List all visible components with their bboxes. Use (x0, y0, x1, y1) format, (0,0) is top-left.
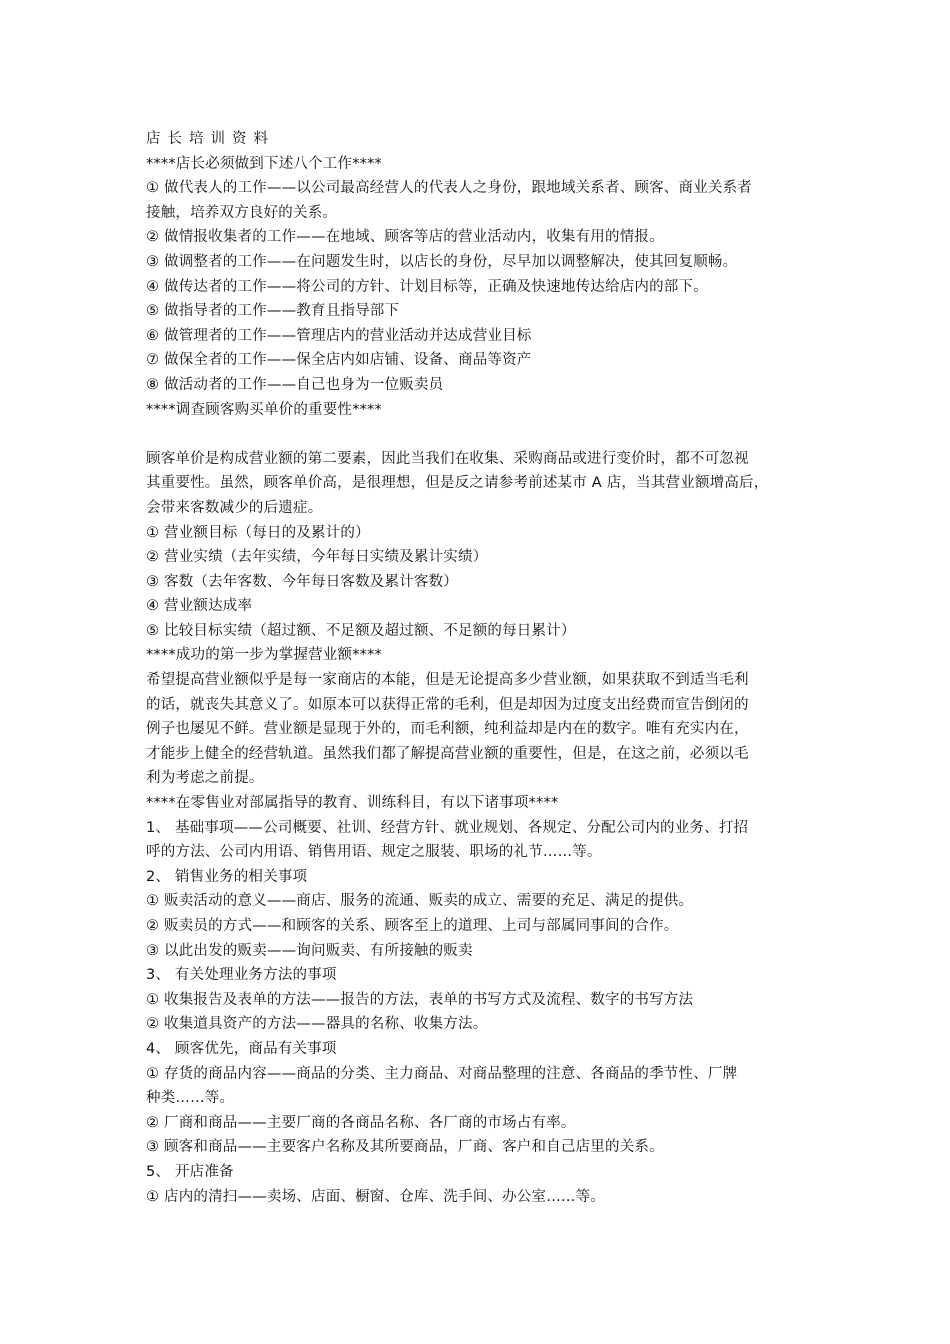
text-line: 的话，就丧失其意义了。如原本可以获得正常的毛利，但是却因为过度支出经费而宣告倒闭的 (146, 696, 749, 713)
text-line: ⑧ 做活动者的工作——自己也身为一位贩卖员 (146, 376, 444, 393)
text-line: ③ 顾客和商品——主要客户名称及其所要商品，厂商、客户和自己店里的关系。 (146, 1139, 664, 1156)
document-body (146, 127, 826, 1209)
text-line: 利为考虑之前提。 (146, 770, 264, 787)
text-line: ⑥ 做管理者的工作——管理店内的营业活动并达成营业目标 (146, 327, 532, 344)
text-line: ⑤ 比较目标实绩（超过额、不足额及超过额、不足额的每日累计） (146, 622, 576, 639)
text-line: ① 做代表人的工作——以公司最高经营人的代表人之身份，跟地域关系者、顾客、商业关系者 (146, 180, 753, 197)
text-line: ④ 营业额达成率 (146, 598, 253, 615)
text-line: 4、 顾客优先，商品有关事项 (146, 1040, 337, 1057)
document-title: 店长培训资料 (146, 131, 275, 147)
text-line: ① 贩卖活动的意义——商店、服务的流通、贩卖的成立、需要的充足、满足的提供。 (146, 893, 694, 910)
text-line: 1、 基础事项——公司概要、社训、经营方针、就业规划、各规定、分配公司内的业务、打招 (146, 819, 749, 836)
text-line: ④ 做传达者的工作——将公司的方针、计划目标等，正确及快速地传达给店内的部下。 (146, 278, 708, 295)
text-line: ③ 做调整者的工作——在问题发生时，以店长的身份，尽早加以调整解决，使其回复顺畅。 (146, 253, 738, 270)
text-line: ⑦ 做保全者的工作——保全店内如店铺、设备、商品等资产 (146, 352, 532, 369)
text-line: 例子也屡见不鲜。营业额是显现于外的，而毛利额，纯利益却是内在的数字。唯有充实内在， (146, 721, 749, 738)
text-line: ****店长必须做到下述八个工作**** (146, 155, 382, 172)
text-line: 5、 开店准备 (146, 1163, 234, 1180)
text-line: ****调查顾客购买单价的重要性**** (146, 401, 382, 418)
text-line: 顾客单价是构成营业额的第二要素，因此当我们在收集、采购商品或进行变价时，都不可忽视 (146, 450, 749, 467)
text-line: ① 营业额目标（每日的及累计的） (146, 524, 370, 541)
text-line: 种类……等。 (146, 1090, 235, 1107)
text-line: ② 厂商和商品——主要厂商的各商品名称、各厂商的市场占有率。 (146, 1114, 576, 1131)
text-line: 2、 销售业务的相关事项 (146, 868, 308, 885)
text-line: 接触，培养双方良好的关系。 (146, 204, 338, 221)
text-line: ****成功的第一步为掌握营业额**** (146, 647, 382, 664)
text-line: ① 店内的清扫——卖场、店面、橱窗、仓库、洗手间、办公室……等。 (146, 1188, 606, 1205)
text-line: ① 存货的商品内容——商品的分类、主力商品、对商品整理的注意、各商品的季节性、厂牌 (146, 1065, 738, 1082)
text-line: 呼的方法、公司内用语、销售用语、规定之服装、职场的礼节……等。 (146, 844, 602, 861)
text-line: ③ 客数（去年客数、今年每日客数及累计客数） (146, 573, 459, 590)
text-line: ③ 以此出发的贩卖——询问贩卖、有所接触的贩卖 (146, 942, 473, 959)
text-line: 会带来客数减少的后遗症。 (146, 499, 323, 516)
text-line: 才能步上健全的经营轨道。虽然我们都了解提高营业额的重要性，但是，在这之前，必须以毛 (146, 745, 749, 762)
text-line: ① 收集报告及表单的方法——报告的方法，表单的书写方式及流程、数字的书写方法 (146, 991, 694, 1008)
text-line: 3、 有关处理业务方法的事项 (146, 967, 337, 984)
text-line: ****在零售业对部属指导的教育、训练科目，有以下诸事项**** (146, 795, 559, 812)
text-line: ② 收集道具资产的方法——器具的名称、收集方法。 (146, 1016, 488, 1033)
text-line: ② 贩卖员的方式——和顾客的关系、顾客至上的道理、上司与部属同事间的合作。 (146, 918, 679, 934)
text-line: ② 营业实绩（去年实绩，今年每日实绩及累计实绩） (146, 549, 488, 566)
blank-line (146, 422, 826, 447)
text-line: 其重要性。虽然，顾客单价高，是很理想，但是反之请参考前述某市 A 店，当其营业额增高后， (146, 475, 769, 492)
text-line: ② 做情报收集者的工作——在地域、顾客等店的营业活动内，收集有用的情报。 (146, 229, 664, 246)
text-line: 希望提高营业额似乎是每一家商店的本能，但是无论提高多少营业额，如果获取不到适当毛利 (146, 672, 749, 689)
text-line: ⑤ 做指导者的工作——教育且指导部下 (146, 303, 400, 320)
